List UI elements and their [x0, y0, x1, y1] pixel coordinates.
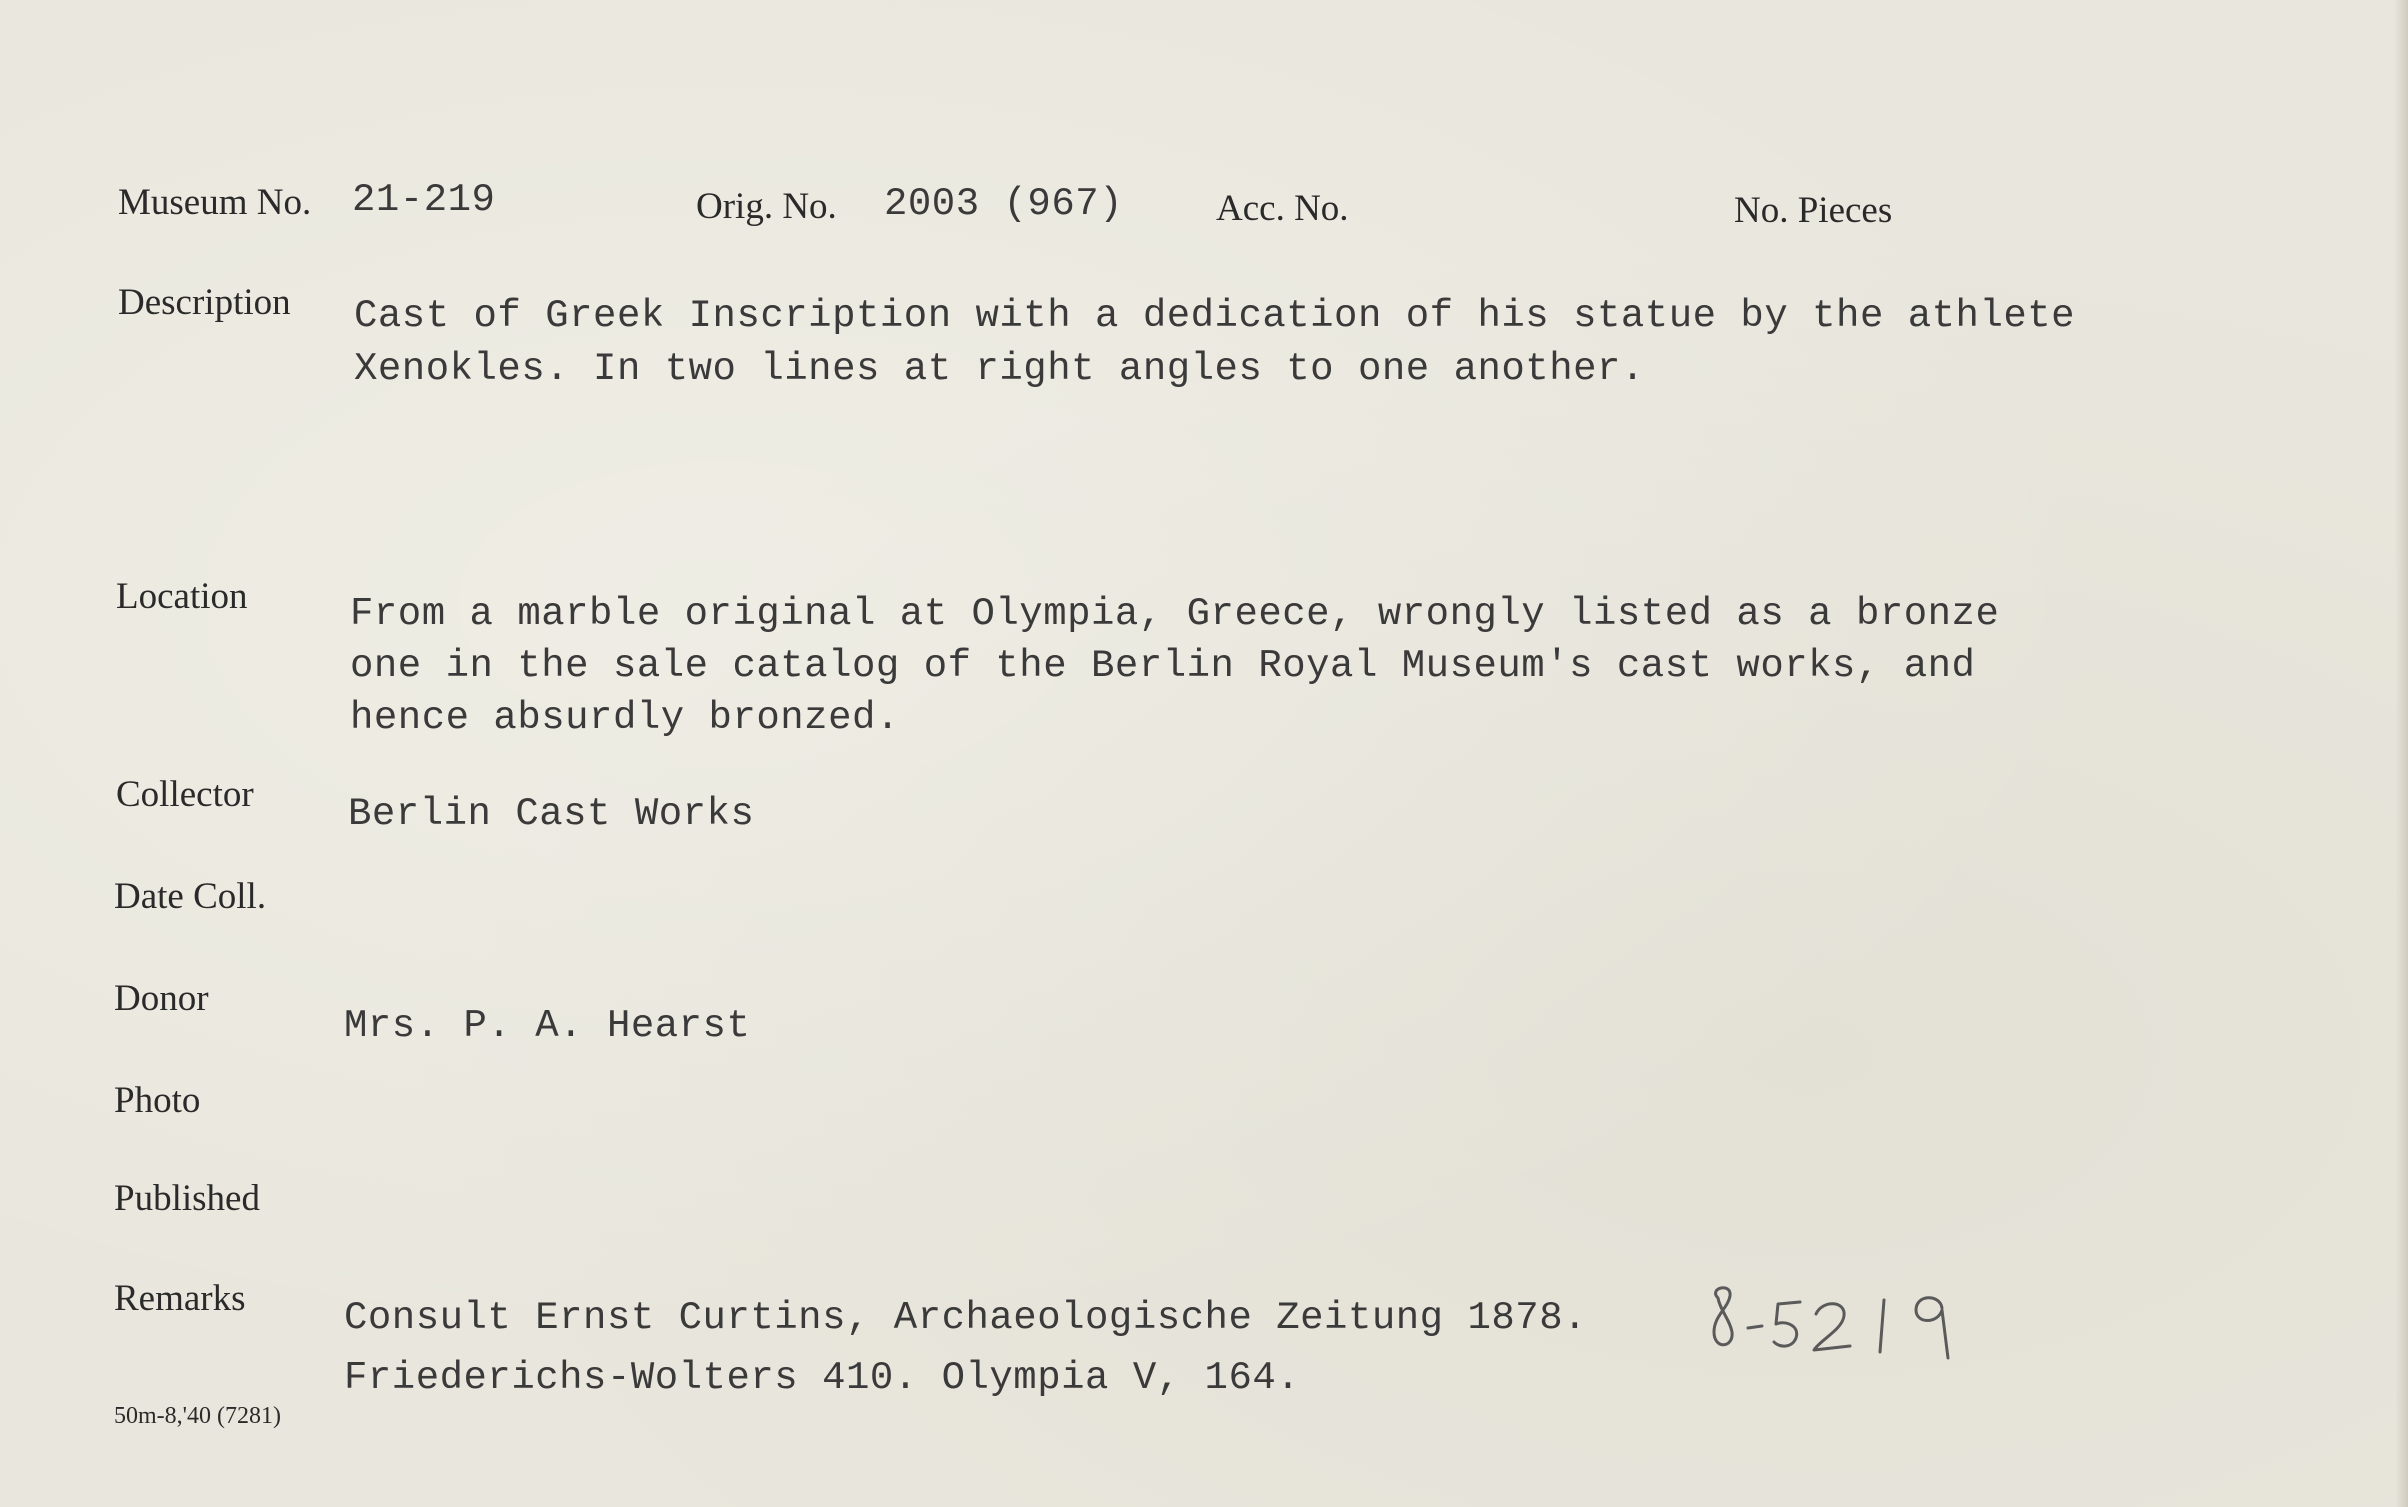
published-label: Published: [114, 1178, 260, 1219]
location-line-2: one in the sale catalog of the Berlin Royal Museum's cast works, and: [350, 644, 1976, 688]
location-label: Location: [116, 576, 248, 617]
museum-no-label: Museum No.: [118, 182, 312, 223]
remarks-line-2: Friederichs-Wolters 410. Olympia V, 164.: [344, 1356, 1301, 1400]
remarks-text: [344, 1288, 1587, 1408]
description-label: Description: [118, 282, 291, 323]
orig-no-label: Orig. No.: [696, 186, 837, 227]
donor-label: Donor: [114, 978, 209, 1019]
card-edge-shadow: [2394, 0, 2408, 1507]
description-text: [354, 290, 2075, 396]
description-line-1: Cast of Greek Inscription with a dedication of his statue by the athlete: [354, 294, 2076, 338]
date-coll-label: Date Coll.: [114, 876, 267, 917]
orig-no-value: 2003 (967): [884, 182, 1124, 226]
location-line-1: From a marble original at Olympia, Greece, wrongly listed as a bronze: [350, 592, 2000, 636]
acc-no-label: Acc. No.: [1216, 188, 1349, 229]
location-text: [350, 588, 1999, 744]
handwritten-note: [1704, 1278, 1964, 1368]
remarks-label: Remarks: [114, 1278, 246, 1319]
collector-label: Collector: [116, 774, 254, 815]
remarks-line-1: Consult Ernst Curtins, Archaeologische Zeitung 1878.: [344, 1296, 1587, 1340]
location-line-3: hence absurdly bronzed.: [350, 696, 900, 740]
collector-value: Berlin Cast Works: [348, 792, 755, 836]
museum-no-value: 21-219: [352, 178, 496, 222]
donor-value: Mrs. P. A. Hearst: [344, 1004, 751, 1048]
no-pieces-label: No. Pieces: [1734, 190, 1893, 231]
print-code: 50m-8,'40 (7281): [114, 1403, 281, 1429]
photo-label: Photo: [114, 1080, 201, 1121]
description-line-2: Xenokles. In two lines at right angles to one another.: [354, 347, 1645, 391]
